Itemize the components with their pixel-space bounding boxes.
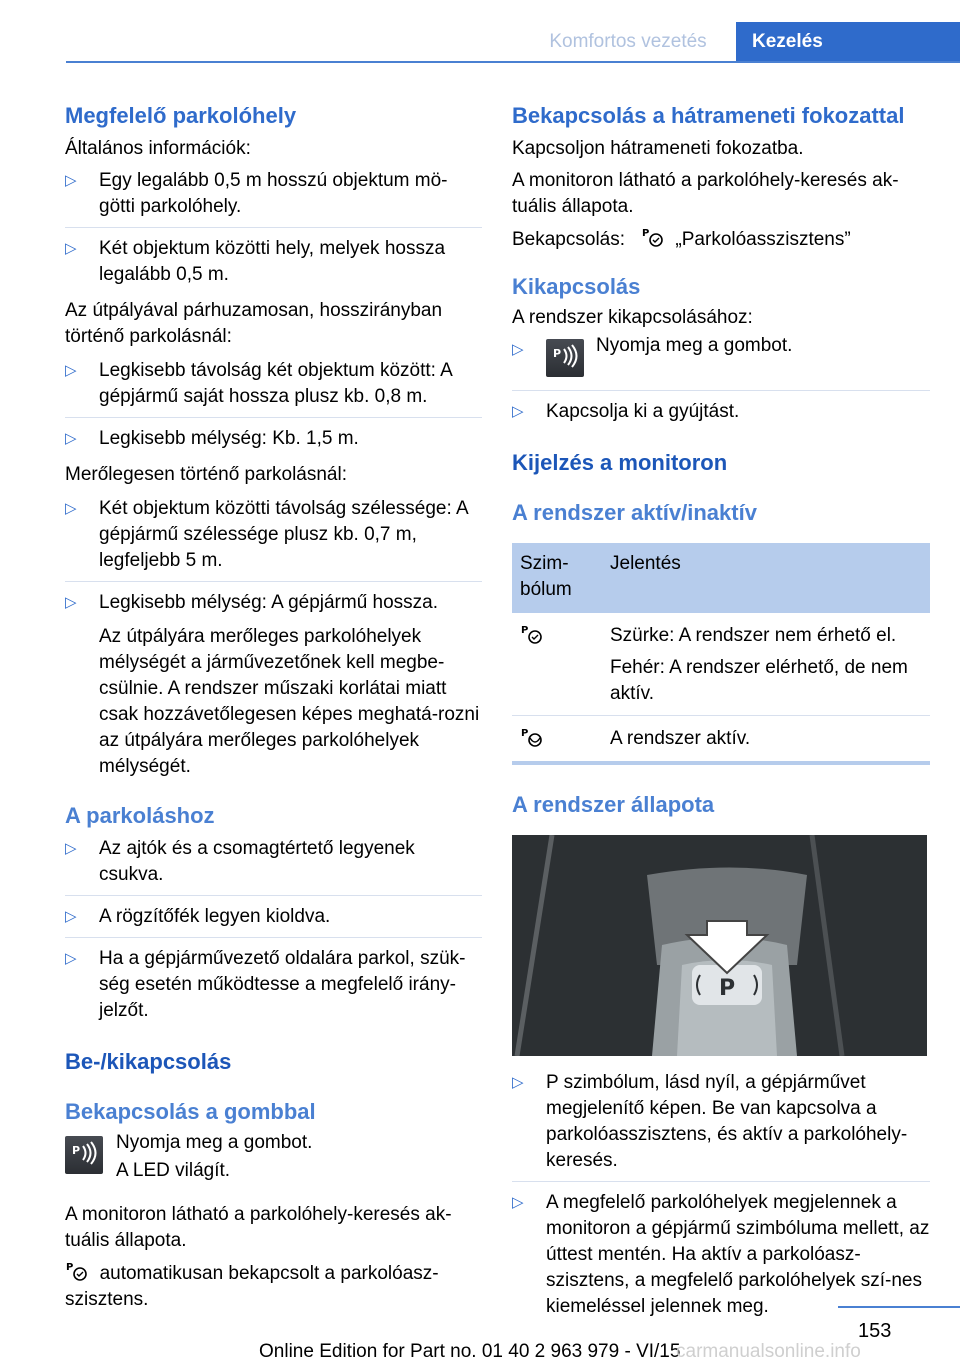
svg-text:P: P xyxy=(66,1262,74,1273)
list-item: ▷ Az ajtók és a csomagtértető legyenek csukva. xyxy=(65,836,482,888)
tab-komfortos-vezetes[interactable]: Komfortos vezetés xyxy=(549,31,707,52)
heading-bekapcsolas-gombbal: Bekapcsolás a gombbal xyxy=(65,1099,316,1124)
general-list xyxy=(65,168,482,288)
triangle-bullet-icon: ▷ xyxy=(512,341,524,358)
monitor-status-text: A monitoron látható a parkolóhely-keresés ak-tuális állapota. xyxy=(512,170,899,217)
general-info-label: Általános információk: xyxy=(65,138,251,159)
off-intro-text: A rendszer kikapcsolásához: xyxy=(512,307,753,328)
list-item: ▷ Legkisebb mélység: A gépjármű hossza. xyxy=(65,590,482,616)
list-item: ▷ A rögzítőfék legyen kioldva. xyxy=(65,904,482,930)
svg-text:P: P xyxy=(521,625,529,636)
table-row xyxy=(512,716,930,764)
triangle-bullet-icon: ▷ xyxy=(65,240,77,257)
car-display-illustration xyxy=(512,835,927,1056)
parking-status-display-image xyxy=(512,835,927,1056)
triangle-bullet-icon: ▷ xyxy=(65,594,77,611)
activation-line: Bekapcsolás: P „Parkolóasszisztens” xyxy=(512,228,851,250)
parking-prep-list xyxy=(65,836,482,1024)
header-rule xyxy=(66,61,960,63)
heading-rendszer-allapota: A rendszer állapota xyxy=(512,792,715,817)
triangle-bullet-icon: ▷ xyxy=(65,908,77,925)
button-press-text: Nyomja meg a gombot. xyxy=(116,1132,313,1153)
list-item: ▷ Egy legalább 0,5 m hosszú objektum mö-götti parkolóhely. xyxy=(65,168,482,220)
list-item: ▷ A megfelelő parkolóhelyek megjelennek a monitoron a gépjármű szimbóluma mellett, az úttest mentén. Ha aktív a parkolóasz-szisztens, a megfelelő parkolóhelyek szí-nes kiemeléssel jelennek meg. xyxy=(512,1192,930,1317)
tab-kezeles[interactable]: Kezelés xyxy=(736,22,960,62)
list-item: ▷ Legkisebb mélység: Kb. 1,5 m. xyxy=(65,426,482,452)
status-list xyxy=(512,1070,930,1320)
list-item: ▷ Kapcsolja ki a gyújtást. xyxy=(512,399,930,425)
list-item: ▷ Két objektum közötti hely, melyek hossza legalább 0,5 m. xyxy=(65,238,446,285)
park-assist-symbol-icon xyxy=(65,1260,89,1282)
perpendicular-parking-label: Merőlegesen történő parkolásnál: xyxy=(65,464,348,485)
svg-text:P: P xyxy=(641,228,650,239)
heading-aktiv-inaktiv: A rendszer aktív/inaktív xyxy=(512,500,757,525)
triangle-bullet-icon: ▷ xyxy=(65,362,77,379)
right-column xyxy=(512,100,930,1320)
page-number: 153 xyxy=(858,1320,892,1342)
svg-text:P: P xyxy=(72,1144,81,1157)
triangle-bullet-icon: ▷ xyxy=(65,840,77,857)
triangle-bullet-icon: ▷ xyxy=(512,1074,524,1091)
park-assist-button-icon xyxy=(65,1136,103,1174)
park-assist-symbol-icon xyxy=(641,226,665,248)
svg-text:P: P xyxy=(553,347,562,360)
triangle-bullet-icon: ▷ xyxy=(512,403,524,420)
monitor-status-text: A monitoron látható a parkolóhely-keresés ak-tuális állapota. xyxy=(65,1204,452,1251)
column-header-symbol: Szim-bólum xyxy=(512,543,602,613)
symbol-table xyxy=(512,543,930,765)
triangle-bullet-icon: ▷ xyxy=(512,1194,524,1211)
left-column xyxy=(65,100,482,1313)
svg-text:P: P xyxy=(521,728,529,739)
meaning-active: A rendszer aktív. xyxy=(602,716,930,764)
parallel-parking-label: Az útpályával párhuzamosan, hosszirányban történő parkolásnál: xyxy=(65,300,443,347)
edition-text: Online Edition for Part no. 01 40 2 963 979 - VI/15 xyxy=(259,1341,681,1362)
heading-a-parkolashoz: A parkoláshoz xyxy=(65,803,215,828)
heading-kikapcsolas: Kikapcsolás xyxy=(512,274,641,299)
heading-be-kikapcsolas: Be-/kikapcsolás xyxy=(65,1049,232,1074)
parallel-list xyxy=(65,358,482,452)
button-instruction xyxy=(65,1134,482,1190)
list-item: ▷ Ha a gépjárművezető oldalára parkol, szük-ség esetén működtesse a megfelelő irány-jelzőt. xyxy=(65,948,466,1021)
table-header-row xyxy=(512,543,930,613)
park-assist-inactive-icon xyxy=(520,623,544,645)
list-item: ▷ P szimbólum, lásd nyíl, a gépjárművet megjelenítő képen. Be van kapcsolva a parkolóasszisztens, és aktív a parkolóhely-keresés. xyxy=(512,1070,930,1174)
off-list xyxy=(512,337,930,425)
top-navigation xyxy=(0,22,960,62)
triangle-bullet-icon: ▷ xyxy=(65,500,77,517)
meaning-white: Fehér: A rendszer elérhető, de nem aktív. xyxy=(610,657,908,704)
watermark: carmanualsonline.info xyxy=(676,1341,861,1362)
heading-hatrameneti: Bekapcsolás a hátrameneti fokozattal xyxy=(512,103,905,128)
shift-reverse-text: Kapcsoljon hátrameneti fokozatba. xyxy=(512,138,804,159)
perpendicular-note: Az útpályára merőleges parkolóhelyek mélységét a járművezetőnek kell megbe-csülnie. A rendszer műszaki korlátai miatt csak hozzávetőlegesen képes meghatá-rozni az útpályára merőleges parkolóhelyek mélységét. xyxy=(99,626,480,777)
led-text: A LED világít. xyxy=(116,1160,231,1181)
perpendicular-list xyxy=(65,496,482,616)
park-assist-button-icon xyxy=(546,339,584,377)
triangle-bullet-icon: ▷ xyxy=(65,172,77,189)
table-row xyxy=(512,613,930,716)
footer-rule xyxy=(838,1306,960,1308)
column-header-meaning: Jelentés xyxy=(602,543,930,613)
list-item: ▷ Legkisebb távolság két objektum között: A gépjármű saját hossza plusz kb. 0,8 m. xyxy=(65,358,482,410)
meaning-grey: Szürke: A rendszer nem érhető el. xyxy=(610,625,897,646)
triangle-bullet-icon: ▷ xyxy=(65,950,77,967)
svg-text:P: P xyxy=(718,976,736,1001)
triangle-bullet-icon: ▷ xyxy=(65,430,77,447)
park-assist-active-icon xyxy=(520,726,544,748)
auto-on-text: P automatikusan bekapcsolt a parkolóasz-szisztens. xyxy=(65,1262,439,1310)
list-item: ▷ P Nyomja meg a gombot. xyxy=(512,337,930,383)
heading-megfelelo-parkolohely: Megfelelő parkolóhely xyxy=(65,103,297,128)
heading-kijelzes: Kijelzés a monitoron xyxy=(512,450,728,475)
list-item: ▷ Két objektum közötti távolság szélessége: A gépjármű szélessége plusz kb. 0,7 m, legfeljebb 5 m. xyxy=(65,496,482,574)
